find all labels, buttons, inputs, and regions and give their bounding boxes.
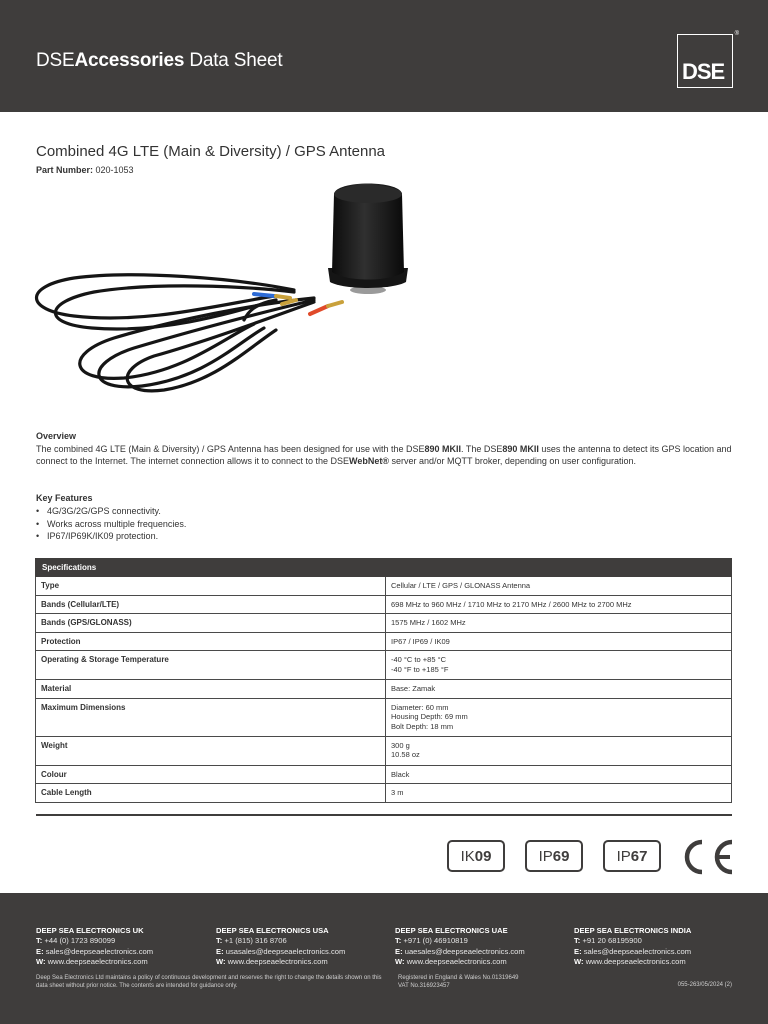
product-title: Combined 4G LTE (Main & Diversity) / GPS Antenna: [36, 143, 386, 160]
table-row: Protection IP67 / IP69 / IK09: [36, 632, 732, 651]
list-item: • 4G/3G/2G/GPS connectivity.: [36, 505, 186, 518]
specifications-heading: Specifications: [36, 559, 732, 577]
table-row: Material Base: Zamak: [36, 680, 732, 699]
list-item: • Works across multiple frequencies.: [36, 518, 186, 531]
office-uk: DEEP SEA ELECTRONICS UK T: +44 (0) 1723 890099 E: sales@deepseaelectronics.com W: www.deepseaelectronics.com: [36, 926, 154, 966]
ip67-badge: IP 67: [603, 840, 661, 872]
table-row: Bands (Cellular/LTE) 698 MHz to 960 MHz / 1710 MHz to 2170 MHz / 2600 MHz to 2700 MHz: [36, 595, 732, 614]
overview-text: The combined 4G LTE (Main & Diversity) / GPS Antenna has been designed for use with the DSE890 MKII. The DSE890 MKII uses the antenna to detect its GPS location and connect to the Internet. The internet connection allows it to connect to the DSEWebNet® server and/or MQTT broker, depending on user configuration.: [36, 444, 732, 466]
part-number: Part Number: 020-1053: [36, 165, 134, 175]
table-row: Type Cellular / LTE / GPS / GLONASS Antenna: [36, 577, 732, 596]
table-row: Colour Black: [36, 765, 732, 784]
page-footer: [0, 893, 768, 1024]
datasheet-title: DSEAccessories Data Sheet: [36, 50, 283, 71]
office-uae: DEEP SEA ELECTRONICS UAE T: +971 (0) 46910819 E: uaesales@deepseaelectronics.com W: www.deepseaelectronics.com: [395, 926, 525, 966]
registration-info: Registered in England & Wales No.01319649 VAT No.316923457: [398, 975, 519, 989]
key-features-heading: Key Features: [36, 493, 93, 503]
office-usa: DEEP SEA ELECTRONICS USA T: +1 (815) 316 8706 E: usasales@deepseaelectronics.com W: www.deepseaelectronics.com: [216, 926, 346, 966]
table-row: Operating & Storage Temperature -40 °C to +85 °C -40 °F to +185 °F: [36, 651, 732, 680]
disclaimer-text: Deep Sea Electronics Ltd maintains a policy of continuous development and reserves the right to change the details shown on this data sheet without prior notice. The contents are intended for guidance only.: [36, 975, 382, 989]
table-row: Weight 300 g 10.58 oz: [36, 736, 732, 765]
table-row: Cable Length 3 m: [36, 784, 732, 803]
document-reference: 055-263/05/2024 (2): [677, 982, 732, 988]
list-item: • IP67/IP69K/IK09 protection.: [36, 530, 186, 543]
ik09-badge: IK 09: [447, 840, 505, 872]
ce-mark-icon: [678, 838, 736, 876]
key-features-list: [36, 505, 186, 543]
ip69-badge: IP 69: [525, 840, 583, 872]
office-india: DEEP SEA ELECTRONICS INDIA T: +91 20 68195900 E: sales@deepseaelectronics.com W: www.deepseaelectronics.com: [574, 926, 692, 966]
specifications-table: [35, 558, 732, 803]
section-divider: [36, 814, 732, 816]
page-header: [0, 0, 768, 112]
antenna-product-image: [14, 178, 418, 418]
overview-heading: Overview: [36, 431, 77, 441]
table-row: Maximum Dimensions Diameter: 60 mm Housing Depth: 69 mm Bolt Depth: 18 mm: [36, 698, 732, 736]
table-row: Bands (GPS/GLONASS) 1575 MHz / 1602 MHz: [36, 614, 732, 633]
dse-logo: DSE ®: [677, 34, 733, 88]
